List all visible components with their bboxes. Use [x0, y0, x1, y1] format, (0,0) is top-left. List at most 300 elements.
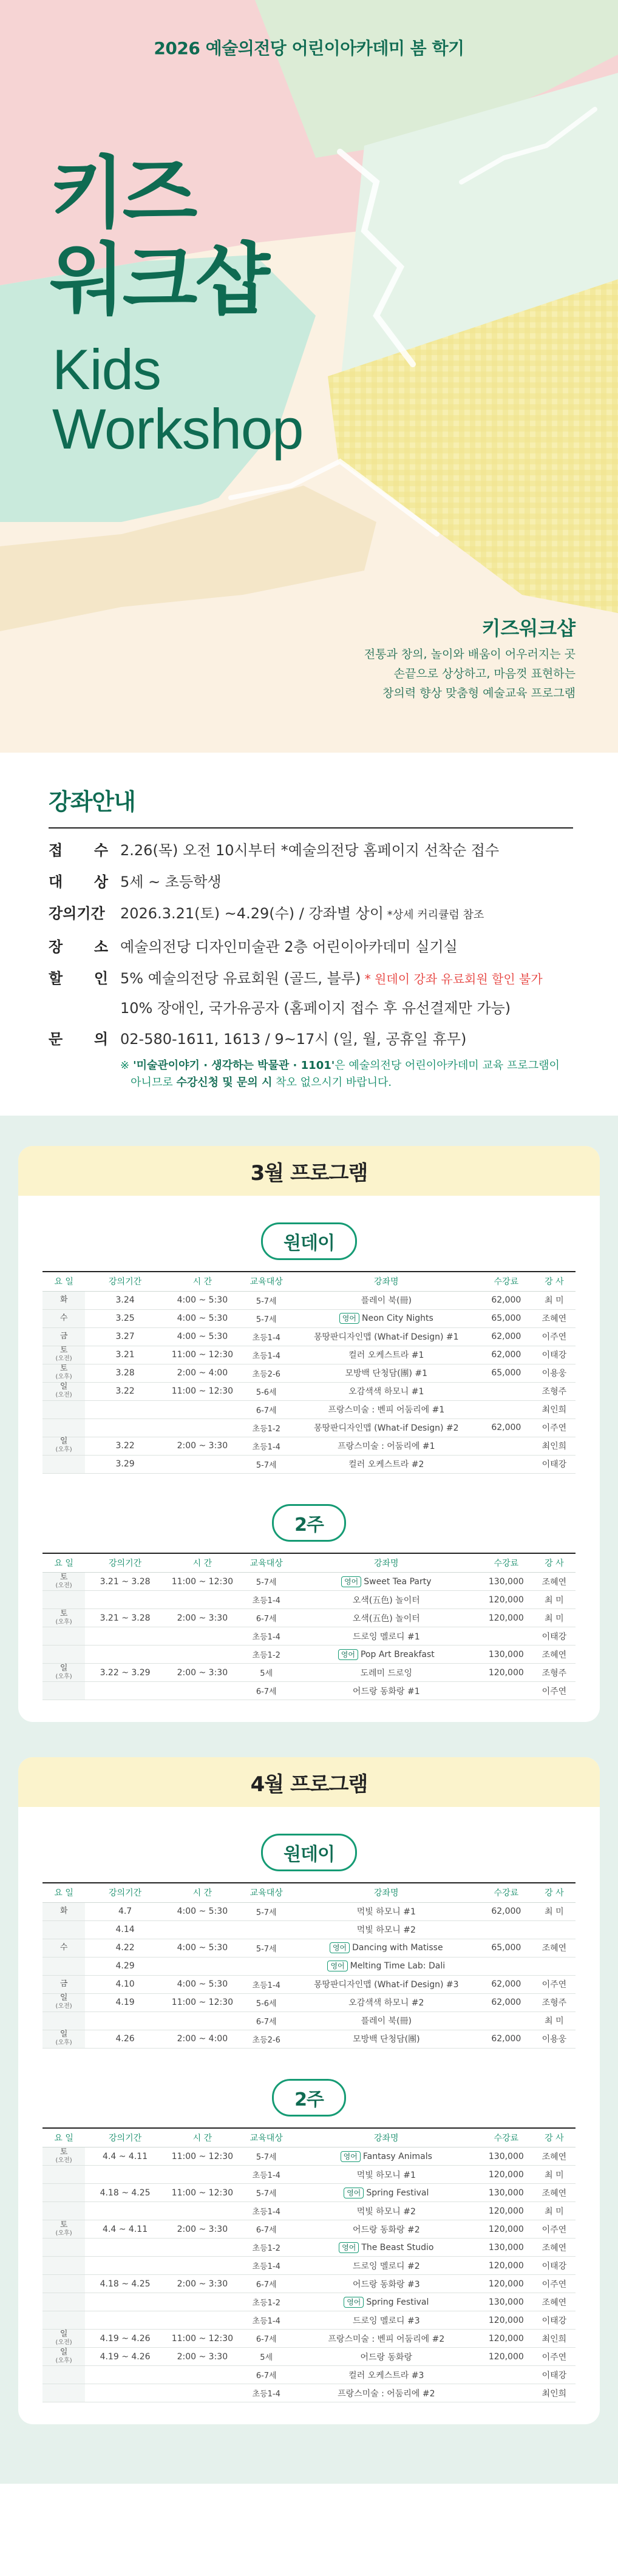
english-tag: 영어 — [338, 1649, 358, 1660]
cell-program-name: 프랑스미술 : 어둠리에 #1 — [293, 1437, 480, 1455]
cell-program-name: 먹빛 하모니 #1 — [293, 1902, 480, 1920]
cell-day: 일 (오전) — [42, 1993, 85, 2012]
cell-day — [42, 2012, 85, 2030]
info-label: 대 상 — [49, 873, 108, 890]
info-label: 문 의 — [49, 1031, 108, 1048]
title-english-line2: Workshop — [52, 397, 304, 461]
info-value: 2.26(목) 오전 10시부터 *예술의전당 홈페이지 선착순 접수 — [120, 842, 500, 859]
cell-day — [42, 1418, 85, 1437]
cell-program-name: 영어 Spring Festival — [293, 2184, 480, 2202]
cell-target: 6-7세 — [240, 1400, 293, 1418]
cell-day — [42, 2184, 85, 2202]
table-row — [42, 1627, 576, 1646]
table-row — [42, 1364, 576, 1382]
cell-teacher: 이주연 — [533, 2275, 576, 2293]
cell-program-name: 드로잉 멜로디 #3 — [293, 2311, 480, 2330]
cell-time: 2:00 ~ 3:30 — [165, 2220, 240, 2239]
table-row — [42, 1957, 576, 1975]
programs-section — [0, 1116, 618, 2484]
cell-fee: 130,000 — [480, 1573, 533, 1591]
cell-day — [42, 2275, 85, 2293]
cell-target: 초등1-2 — [240, 2293, 293, 2311]
cell-time: 11:00 ~ 12:30 — [165, 2184, 240, 2202]
cell-period — [85, 2239, 165, 2257]
april-program-card — [18, 1757, 600, 2424]
cell-teacher: 이태강 — [533, 1455, 576, 1473]
cell-period — [85, 2202, 165, 2220]
cell-program-name: 영어 Pop Art Breakfast — [293, 1646, 480, 1664]
cell-teacher: 이태강 — [533, 1627, 576, 1646]
brand-description — [364, 645, 576, 703]
cell-program-name: 프랑스미술 : 벤피 어둠리에 #1 — [293, 1400, 480, 1418]
info-row-registration — [49, 841, 573, 860]
april-twoweek-table — [42, 2127, 576, 2403]
cell-target: 5-7세 — [240, 1309, 293, 1327]
info-label: 접 수 — [49, 842, 108, 859]
table-row — [42, 1400, 576, 1418]
cell-time — [165, 2384, 240, 2402]
hero-banner — [0, 0, 618, 753]
column-header: 시 간 — [165, 2128, 240, 2147]
info-value: 2026.3.21(토) ~4.29(수) / 강좌별 상이 *상세 커리큘럼 참조 — [120, 905, 484, 922]
column-header: 요 일 — [42, 1553, 85, 1573]
cell-period: 3.21 — [85, 1346, 165, 1364]
oneday-label: 원데이 — [261, 1834, 357, 1871]
english-tag: 영어 — [339, 2242, 359, 2253]
cell-fee: 65,000 — [480, 1309, 533, 1327]
cell-day: 금 — [42, 1975, 85, 1993]
cell-program-name: 컬러 오케스트라 #3 — [293, 2366, 480, 2384]
cell-day: 일 (오전) — [42, 1382, 85, 1400]
info-label: 할 인 — [49, 970, 108, 987]
cell-period — [85, 2166, 165, 2184]
cell-period: 3.21 ~ 3.28 — [85, 1573, 165, 1591]
cell-fee — [480, 2012, 533, 2030]
column-header: 교육대상 — [240, 1553, 293, 1573]
column-header: 수강료 — [480, 1272, 533, 1291]
cell-time: 4:00 ~ 5:30 — [165, 1902, 240, 1920]
cell-teacher: 최 미 — [533, 1609, 576, 1627]
cell-target: 초등1-4 — [240, 2257, 293, 2275]
cell-period: 3.21 ~ 3.28 — [85, 1609, 165, 1627]
cell-day — [42, 2239, 85, 2257]
cell-fee — [480, 1437, 533, 1455]
column-header: 강 사 — [533, 1553, 576, 1573]
info-heading: 강좌안내 — [49, 783, 573, 829]
cell-day — [42, 1682, 85, 1700]
info-value: 5% 예술의전당 유료회원 (골드, 블루) * 원데이 강좌 유료회원 할인 불가 — [120, 970, 543, 987]
cell-teacher: 최인희 — [533, 1400, 576, 1418]
cell-fee: 120,000 — [480, 2348, 533, 2366]
column-header: 강 사 — [533, 2128, 576, 2147]
cell-time — [165, 2239, 240, 2257]
cell-period: 4.26 — [85, 2030, 165, 2048]
column-header: 시 간 — [165, 1883, 240, 1902]
cell-target: 6-7세 — [240, 2220, 293, 2239]
cell-day: 토 (오전) — [42, 1573, 85, 1591]
table-row — [42, 1437, 576, 1455]
table-row — [42, 1418, 576, 1437]
title-english-line1: Kids — [52, 337, 161, 401]
cell-fee: 120,000 — [480, 2202, 533, 2220]
cell-target: 초등1-4 — [240, 1437, 293, 1455]
cell-fee: 62,000 — [480, 1418, 533, 1437]
column-header: 강 사 — [533, 1272, 576, 1291]
cell-period: 3.29 — [85, 1455, 165, 1473]
cell-day: 토 (오전) — [42, 1346, 85, 1364]
cell-day — [42, 2166, 85, 2184]
cell-target: 6-7세 — [240, 2366, 293, 2384]
cell-day: 토 (오후) — [42, 1364, 85, 1382]
cell-fee: 120,000 — [480, 1609, 533, 1627]
month-title: 4월 프로그램 — [18, 1757, 600, 1807]
column-header: 요 일 — [42, 1883, 85, 1902]
table-row — [42, 2330, 576, 2348]
cell-fee: 120,000 — [480, 2275, 533, 2293]
table-row — [42, 2293, 576, 2311]
info-value: 예술의전당 디자인미술관 2층 어린이아카데미 실기실 — [120, 938, 458, 955]
cell-period — [85, 1646, 165, 1664]
cell-teacher: 이태강 — [533, 2366, 576, 2384]
cell-teacher: 조혜연 — [533, 1309, 576, 1327]
cell-target: 초등1-2 — [240, 2239, 293, 2257]
table-row — [42, 2348, 576, 2366]
cell-program-name: 플레이 북(冊) — [293, 2012, 480, 2030]
cell-program-name: 영어 Sweet Tea Party — [293, 1573, 480, 1591]
cell-program-name: 플레이 북(冊) — [293, 1291, 480, 1309]
cell-day — [42, 2384, 85, 2402]
cell-program-name: 어드랑 동화랑 — [293, 2348, 480, 2366]
cell-time — [165, 2202, 240, 2220]
table-row — [42, 1682, 576, 1700]
cell-program-name: 먹빛 하모니 #2 — [293, 1920, 480, 1939]
cell-program-name: 몽땅판디자인맵 (What-if Design) #2 — [293, 1418, 480, 1437]
cell-target: 초등1-4 — [240, 2202, 293, 2220]
cell-period: 4.7 — [85, 1902, 165, 1920]
cell-period: 4.29 — [85, 1957, 165, 1975]
cell-teacher: 조혜연 — [533, 1646, 576, 1664]
cell-time: 4:00 ~ 5:30 — [165, 1309, 240, 1327]
cell-day — [42, 2202, 85, 2220]
info-row-location — [49, 937, 573, 957]
column-header: 수강료 — [480, 1553, 533, 1573]
cell-time — [165, 2012, 240, 2030]
cell-fee: 120,000 — [480, 2166, 533, 2184]
cell-teacher: 조형주 — [533, 1382, 576, 1400]
cell-time: 4:00 ~ 5:30 — [165, 1939, 240, 1957]
english-tag: 영어 — [341, 1576, 361, 1587]
column-header: 강좌명 — [293, 2128, 480, 2147]
cell-teacher: 조형주 — [533, 1664, 576, 1682]
cell-program-name: 드로잉 멜로디 #2 — [293, 2257, 480, 2275]
table-row — [42, 1591, 576, 1609]
cell-program-name: 모방백 단청담(團) — [293, 2030, 480, 2048]
info-label: 장 소 — [49, 938, 108, 955]
cell-period: 4.14 — [85, 1920, 165, 1939]
table-row — [42, 2239, 576, 2257]
table-row — [42, 2384, 576, 2402]
table-row — [42, 1327, 576, 1346]
cell-day: 일 (오후) — [42, 1437, 85, 1455]
cell-teacher: 이주연 — [533, 1418, 576, 1437]
cell-program-name: 영어 Neon City Nights — [293, 1309, 480, 1327]
season-label: 2026 예술의전당 어린이아카데미 봄 학기 — [154, 38, 464, 58]
column-header: 교육대상 — [240, 2128, 293, 2147]
cell-time: 2:00 ~ 3:30 — [165, 2275, 240, 2293]
cell-program-name: 오감색색 하모니 #1 — [293, 1382, 480, 1400]
cell-program-name: 컬러 오케스트라 #1 — [293, 1346, 480, 1364]
cell-program-name: 먹빛 하모니 #1 — [293, 2166, 480, 2184]
cell-target: 6-7세 — [240, 1609, 293, 1627]
cell-day — [42, 2257, 85, 2275]
cell-teacher — [533, 1920, 576, 1939]
english-tag: 영어 — [344, 2297, 364, 2308]
cell-fee: 130,000 — [480, 1646, 533, 1664]
english-tag: 영어 — [341, 2151, 361, 2162]
cell-time — [165, 2366, 240, 2384]
cell-day: 일 (오후) — [42, 2348, 85, 2366]
info-row-contact — [49, 1029, 573, 1049]
cell-period: 3.24 — [85, 1291, 165, 1309]
cell-program-name: 오색(五色) 놀이터 — [293, 1609, 480, 1627]
brand-title: 키즈워크샵 — [481, 617, 576, 640]
cell-program-name: 몽땅판디자인맵 (What-if Design) #3 — [293, 1975, 480, 1993]
info-row-discount — [49, 969, 573, 989]
march-program-card — [18, 1146, 600, 1722]
cell-time: 11:00 ~ 12:30 — [165, 1573, 240, 1591]
cell-time — [165, 2166, 240, 2184]
cell-target: 초등1-2 — [240, 1418, 293, 1437]
cell-target: 초등1-4 — [240, 1975, 293, 1993]
column-header: 강좌명 — [293, 1272, 480, 1291]
cell-time: 4:00 ~ 5:30 — [165, 1975, 240, 1993]
cell-program-name: 영어 Melting Time Lab: Dali — [293, 1957, 480, 1975]
cell-target: 5-7세 — [240, 2184, 293, 2202]
cell-target: 초등1-4 — [240, 1327, 293, 1346]
cell-target: 5-7세 — [240, 1902, 293, 1920]
description-line: 창의력 향상 맞춤형 예술교육 프로그램 — [382, 686, 576, 700]
column-header: 수강료 — [480, 2128, 533, 2147]
cell-teacher: 조혜연 — [533, 2147, 576, 2166]
english-tag: 영어 — [344, 2188, 364, 2198]
column-header: 교육대상 — [240, 1272, 293, 1291]
column-header: 수강료 — [480, 1883, 533, 1902]
cell-time: 2:00 ~ 4:00 — [165, 1364, 240, 1382]
column-header: 시 간 — [165, 1553, 240, 1573]
cell-period — [85, 2257, 165, 2275]
cell-teacher: 이주연 — [533, 2220, 576, 2239]
cell-teacher: 조혜연 — [533, 2239, 576, 2257]
cell-time — [165, 1591, 240, 1609]
cell-fee: 120,000 — [480, 2311, 533, 2330]
column-header: 요 일 — [42, 1272, 85, 1291]
cell-fee: 120,000 — [480, 1591, 533, 1609]
column-header: 강의기간 — [85, 2128, 165, 2147]
english-tag: 영어 — [327, 1961, 347, 1971]
info-value: 02-580-1611, 1613 / 9~17시 (일, 월, 공휴일 휴무) — [120, 1031, 467, 1048]
cell-time — [165, 1418, 240, 1437]
cell-teacher: 최인희 — [533, 1437, 576, 1455]
cell-fee: 120,000 — [480, 2330, 533, 2348]
cell-time — [165, 1957, 240, 1975]
cell-teacher: 최 미 — [533, 2166, 576, 2184]
cell-day — [42, 1400, 85, 1418]
cell-target: 초등1-4 — [240, 1591, 293, 1609]
cell-period — [85, 1627, 165, 1646]
cell-fee: 62,000 — [480, 1993, 533, 2012]
oneday-label: 원데이 — [261, 1222, 357, 1260]
column-header: 강의기간 — [85, 1883, 165, 1902]
table-row — [42, 1346, 576, 1364]
cell-fee: 130,000 — [480, 2184, 533, 2202]
cell-time: 4:00 ~ 5:30 — [165, 1291, 240, 1309]
cell-teacher: 최 미 — [533, 1902, 576, 1920]
cell-day — [42, 1646, 85, 1664]
cell-time: 11:00 ~ 12:30 — [165, 1346, 240, 1364]
cell-fee: 62,000 — [480, 1346, 533, 1364]
cell-period — [85, 1682, 165, 1700]
cell-period: 3.22 — [85, 1382, 165, 1400]
cell-teacher: 이주연 — [533, 1975, 576, 1993]
twoweek-label: 2주 — [272, 1504, 346, 1542]
cell-period: 3.22 ~ 3.29 — [85, 1664, 165, 1682]
cell-time: 11:00 ~ 12:30 — [165, 2330, 240, 2348]
cell-period: 4.10 — [85, 1975, 165, 1993]
english-tag: 영어 — [330, 1942, 350, 1953]
info-label: 강의기간 — [49, 905, 105, 922]
cell-teacher: 조혜연 — [533, 2293, 576, 2311]
cell-target: 초등1-4 — [240, 2166, 293, 2184]
cell-fee: 62,000 — [480, 1975, 533, 1993]
cell-fee: 62,000 — [480, 1327, 533, 1346]
cell-teacher — [533, 1957, 576, 1975]
cell-fee: 120,000 — [480, 1664, 533, 1682]
cell-time: 4:00 ~ 5:30 — [165, 1327, 240, 1346]
table-row — [42, 1646, 576, 1664]
column-header: 강의기간 — [85, 1553, 165, 1573]
cell-target: 초등1-2 — [240, 1646, 293, 1664]
description-line: 손끝으로 상상하고, 마음껏 표현하는 — [393, 667, 576, 680]
cell-fee: 130,000 — [480, 2293, 533, 2311]
twoweek-label: 2주 — [272, 2079, 346, 2117]
cell-program-name: 프랑스미술 : 어둠리에 #2 — [293, 2384, 480, 2402]
cell-teacher: 이주연 — [533, 1327, 576, 1346]
title-korean-line2: 워크샵 — [50, 235, 268, 325]
cell-fee — [480, 1627, 533, 1646]
cell-fee: 62,000 — [480, 2030, 533, 2048]
cell-period: 3.27 — [85, 1327, 165, 1346]
cell-fee: 130,000 — [480, 2239, 533, 2257]
april-oneday-table — [42, 1882, 576, 2049]
cell-day — [42, 2311, 85, 2330]
cell-period: 3.22 — [85, 1437, 165, 1455]
cell-period: 4.19 ~ 4.26 — [85, 2330, 165, 2348]
table-row — [42, 2184, 576, 2202]
table-row — [42, 2030, 576, 2048]
cell-time — [165, 1627, 240, 1646]
table-row — [42, 1382, 576, 1400]
cell-time — [165, 1920, 240, 1939]
cell-time: 2:00 ~ 3:30 — [165, 1437, 240, 1455]
info-note: ※ '미술관이야기 · 생각하는 박물관 · 1101'은 예술의전당 어린이아카데미 교육 프로그램이 아니므로 수강신청 및 문의 시 착오 없으시기 바랍니다. — [120, 1059, 560, 1089]
cell-teacher: 이용웅 — [533, 2030, 576, 2048]
column-header: 강좌명 — [293, 1553, 480, 1573]
info-row-period — [49, 904, 573, 925]
cell-program-name: 모방백 단청담(團) #1 — [293, 1364, 480, 1382]
cell-time: 11:00 ~ 12:30 — [165, 1382, 240, 1400]
cell-teacher: 조혜연 — [533, 1939, 576, 1957]
cell-day: 일 (오전) — [42, 2330, 85, 2348]
cell-time — [165, 2293, 240, 2311]
cell-period: 4.18 ~ 4.25 — [85, 2275, 165, 2293]
cell-day: 화 — [42, 1902, 85, 1920]
cell-fee — [480, 2366, 533, 2384]
column-header: 강의기간 — [85, 1272, 165, 1291]
cell-program-name: 오감색색 하모니 #2 — [293, 1993, 480, 2012]
table-row — [42, 1573, 576, 1591]
cell-period — [85, 1418, 165, 1437]
cell-day: 일 (오후) — [42, 1664, 85, 1682]
cell-fee: 65,000 — [480, 1364, 533, 1382]
cell-period: 3.28 — [85, 1364, 165, 1382]
cell-target: 초등2-6 — [240, 1364, 293, 1382]
column-header: 강 사 — [533, 1883, 576, 1902]
cell-target — [240, 1920, 293, 1939]
cell-day: 일 (오후) — [42, 2030, 85, 2048]
table-row — [42, 1664, 576, 1682]
cell-fee — [480, 2384, 533, 2402]
table-row — [42, 2202, 576, 2220]
cell-fee — [480, 1920, 533, 1939]
cell-target: 6-7세 — [240, 2330, 293, 2348]
table-row — [42, 1902, 576, 1920]
cell-day — [42, 1455, 85, 1473]
cell-fee: 62,000 — [480, 1902, 533, 1920]
column-header: 강좌명 — [293, 1883, 480, 1902]
table-row — [42, 1939, 576, 1957]
cell-target: 6-7세 — [240, 2012, 293, 2030]
cell-teacher: 조형주 — [533, 1993, 576, 2012]
cell-period: 3.25 — [85, 1309, 165, 1327]
cell-fee: 120,000 — [480, 2220, 533, 2239]
cell-program-name: 어드랑 동화랑 #2 — [293, 2220, 480, 2239]
cell-teacher: 이용웅 — [533, 1364, 576, 1382]
cell-period — [85, 1400, 165, 1418]
discount-warning: * 원데이 강좌 유료회원 할인 불가 — [361, 972, 543, 986]
info-value: 5세 ~ 초등학생 — [120, 873, 222, 890]
cell-fee: 65,000 — [480, 1939, 533, 1957]
cell-period — [85, 2012, 165, 2030]
cell-target: 5-7세 — [240, 2147, 293, 2166]
cell-fee: 120,000 — [480, 2257, 533, 2275]
cell-time — [165, 1682, 240, 1700]
cell-teacher: 조혜연 — [533, 2184, 576, 2202]
cell-target: 5세 — [240, 2348, 293, 2366]
course-info — [0, 753, 618, 1116]
table-row — [42, 1455, 576, 1473]
cell-target: 5-7세 — [240, 1455, 293, 1473]
table-row — [42, 1920, 576, 1939]
table-row — [42, 1975, 576, 1993]
cell-time — [165, 1455, 240, 1473]
cell-day: 수 — [42, 1309, 85, 1327]
cell-time — [165, 2257, 240, 2275]
cell-teacher: 최 미 — [533, 1591, 576, 1609]
cell-teacher: 최인희 — [533, 2384, 576, 2402]
cell-day: 수 — [42, 1939, 85, 1957]
table-row — [42, 1993, 576, 2012]
cell-time — [165, 1646, 240, 1664]
